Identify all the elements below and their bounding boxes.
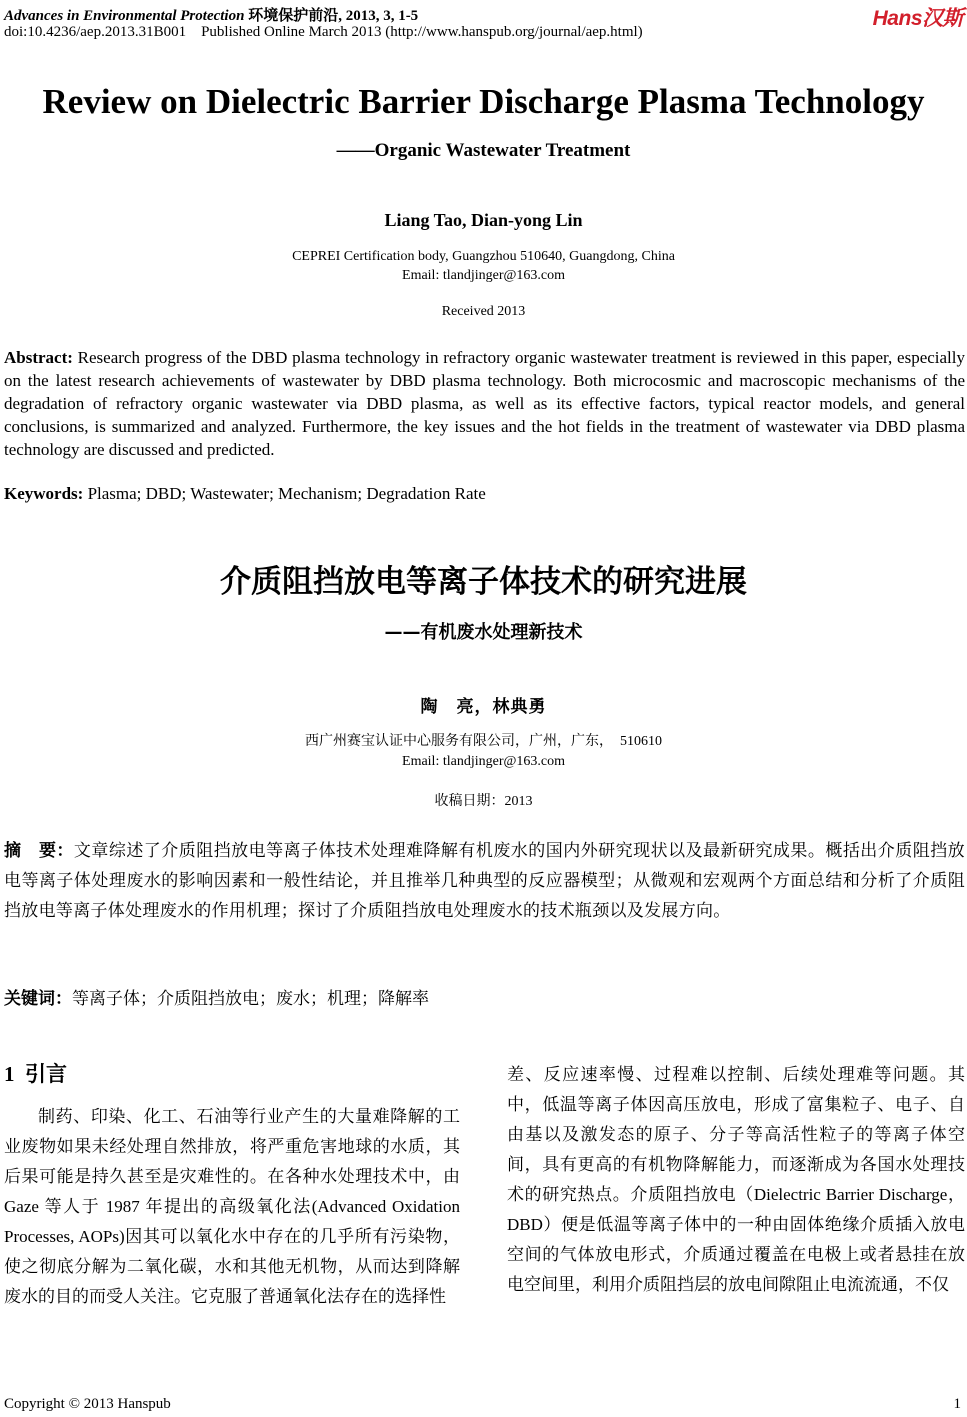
affiliation-cn-org: 西广州赛宝认证中心服务有限公司，广州，广东， 510610 — [305, 734, 662, 749]
keywords-label-cn: 关键词： — [4, 989, 72, 1009]
keywords-label-en: Keywords: — [4, 484, 84, 503]
hans-logo: Hans汉斯 — [872, 7, 963, 30]
body-column-right: 差、反应速率慢、过程难以控制、后续处理难等问题。其中，低温等离子体因高压放电，形成了富集粒子、电子、自由基以及激发态的原子、分子等高活性粒子的等离子体空间，具有更高的有机物降解能力，而逐渐成为各国水处理技术的研究热点。介质阻挡放电（Dielectric Barrier Discharge，DBD）便是低温等离子体中的一种由固体绝缘介质插入放电空间的气体放电形式，介质通过覆盖在电极上或者悬挂在放电空间里，利用介质阻挡层的放电间隙阻止电流流通，不仅 — [507, 1065, 965, 1294]
page-number: 1 — [953, 1396, 961, 1412]
journal-name-cn: 环境保护前沿, 2013, 3, 1-5 — [248, 8, 419, 24]
keywords-text-cn: 等离子体；介质阻挡放电；废水；机理；降解率 — [72, 989, 429, 1008]
authors-en: Liang Tao, Dian-yong Lin — [384, 210, 583, 230]
abstract-cn — [4, 836, 965, 926]
keywords-en — [4, 484, 486, 504]
paper-title-en: Review on Dielectric Barrier Discharge Plasma Technology — [42, 82, 925, 121]
keywords-text-en: Plasma; DBD; Wastewater; Mechanism; Degradation Rate — [87, 484, 486, 503]
affiliation-en-org: CEPREI Certification body, Guangzhou 510640, Guangdong, China — [292, 249, 675, 264]
abstract-label-en: Abstract: — [4, 348, 73, 367]
journal-header — [4, 4, 418, 25]
email-en: Email: tlandjinger@163.com — [402, 268, 565, 283]
doi-line: doi:10.4236/aep.2013.31B001 Published Online March 2013 (http://www.hanspub.org/journal/aep.html) — [4, 24, 643, 40]
journal-name-en: Advances in Environmental Protection — [4, 8, 245, 24]
received-cn: 收稿日期：2013 — [434, 794, 533, 809]
abstract-text-cn: 文章综述了介质阻挡放电等离子体技术处理难降解有机废水的国内外研究现状以及最新研究成果。概括出介质阻挡放电等离子体处理废水的影响因素和一般性结论，并且推举几种典型的反应器模型；从微观和宏观两个方面总结和分析了介质阻挡放电等离子体处理废水的作用机理；探讨了介质阻挡放电处理废水的技术瓶颈以及发展方向。 — [4, 841, 965, 920]
abstract-text-en: Research progress of the DBD plasma technology in refractory organic wastewater treatment is reviewed in this paper, especially on the latest research achievements of wastewater by DBD plasma technology. Both microcosmic and macroscopic mechanisms of the degradation of refractory organic wastewater via DBD plasma, as well as its effective factors, typical reactor models, and general conclusions, is summarized and analyzed. Furthermore, the key issues and the hot fields in the treatment of wastewater via DBD plasma technology are discussed and predicted. — [4, 348, 965, 459]
affiliation-en — [0, 247, 967, 285]
received-en: Received 2013 — [441, 304, 526, 319]
keywords-cn — [4, 984, 429, 1009]
body-column-left: 制药、印染、化工、石油等行业产生的大量难降解的工业废物如果未经处理自然排放，将严重危害地球的水质，其后果可能是持久甚至是灾难性的。在各种水处理技术中，由 Gaze 等人于 1987 年提出的高级氧化法(Advanced Oxidation Processes, AOPs)因其可以氧化水中存在的几乎所有污染物，使之彻底分解为二氧化碳，水和其他无机物，从而达到降解废水的目的而受人关注。它克服了普通氧化法存在的选择性 — [4, 1107, 460, 1306]
abstract-en — [4, 346, 965, 461]
footer-copyright: Copyright © 2013 Hanspub — [4, 1396, 171, 1412]
abstract-label-cn: 摘 要： — [4, 841, 74, 861]
section-heading: 1 引言 — [4, 1062, 67, 1086]
paper-subtitle-cn: ——有机废水处理新技术 — [384, 622, 583, 643]
paper-subtitle-en: ——Organic Wastewater Treatment — [336, 140, 631, 161]
paper-title-cn: 介质阻挡放电等离子体技术的研究进展 — [220, 564, 747, 600]
affiliation-cn — [0, 732, 967, 772]
email-cn: Email: tlandjinger@163.com — [402, 754, 565, 769]
authors-cn: 陶 亮，林典勇 — [420, 697, 547, 716]
